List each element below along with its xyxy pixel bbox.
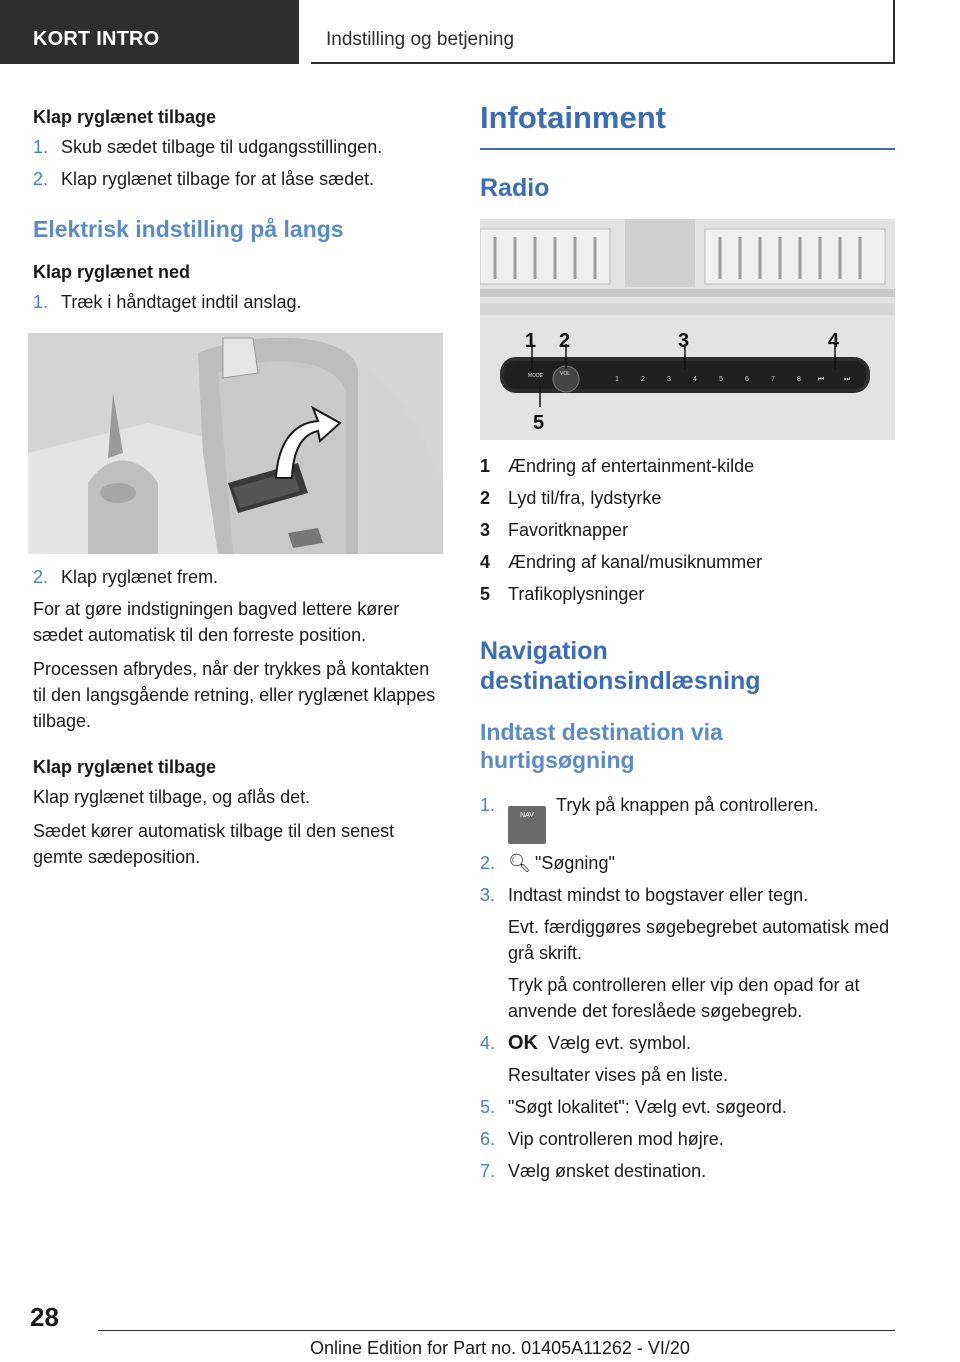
list-item bbox=[480, 1158, 895, 1184]
chapter-title: Indstilling og betjening bbox=[311, 0, 895, 64]
title-divider bbox=[480, 148, 895, 150]
list-item bbox=[480, 1030, 895, 1056]
step-text: "Søgt lokalitet": Vælg evt. søgeord. bbox=[508, 1097, 787, 1117]
seat-photo bbox=[28, 333, 443, 554]
preset-label: 3 bbox=[667, 376, 671, 383]
list-item bbox=[480, 850, 895, 876]
list-item bbox=[480, 1094, 895, 1120]
legend-text: Lyd til/fra, lydstyrke bbox=[508, 488, 662, 508]
step-text-wrap bbox=[508, 850, 615, 876]
step-number: 1. bbox=[480, 795, 496, 815]
step-note: Resultater vises på en liste. bbox=[508, 1065, 729, 1085]
paragraph: Klap ryglænet tilbage, og aflås det. bbox=[33, 787, 311, 807]
step-text: Klap ryglænet tilbage for at låse sædet. bbox=[61, 169, 375, 189]
radio-legend bbox=[480, 450, 895, 610]
preset-label: 8 bbox=[797, 376, 801, 383]
nav-title: Navigation destinationsindlæsning bbox=[480, 637, 761, 695]
left-column bbox=[33, 100, 443, 870]
section-tab: KORT INTRO bbox=[0, 0, 299, 64]
list-item bbox=[480, 450, 895, 482]
callout-2: 2 bbox=[559, 330, 571, 352]
page-title: Infotainment bbox=[480, 100, 666, 135]
callout-1: 1 bbox=[525, 330, 537, 352]
legend-text: Ændring af kanal/musiknummer bbox=[508, 552, 763, 572]
legend-text: Trafikoplysninger bbox=[508, 584, 645, 604]
list-item bbox=[33, 289, 443, 315]
step-note: Tryk på controlleren eller vip den opad for at anvende det foreslåede søgebegreb. bbox=[508, 975, 860, 1021]
step-text: Tryk på knappen på controlleren. bbox=[556, 795, 819, 815]
step-number: 2. bbox=[480, 853, 496, 873]
paragraph: For at gøre indstigningen bagved lettere kører sædet automatisk til den forreste position. bbox=[33, 599, 400, 645]
search-icon: 🔍︎ bbox=[508, 853, 531, 873]
step-text: Træk i håndtaget indtil anslag. bbox=[61, 292, 302, 312]
list-item bbox=[33, 134, 443, 160]
heading-klap-ned: Klap ryglænet ned bbox=[33, 262, 191, 282]
paragraph: Sædet kører automatisk tilbage til den senest gemte sædeposition. bbox=[33, 821, 395, 867]
legend-number: 1 bbox=[480, 456, 491, 476]
legend-text: Favoritknapper bbox=[508, 520, 629, 540]
ok-icon: OK bbox=[508, 1032, 538, 1054]
right-column bbox=[480, 100, 895, 1190]
heading-klap-tilbage-2: Klap ryglænet tilbage bbox=[33, 757, 217, 777]
list-item bbox=[480, 578, 895, 610]
prev-track-icon: ⏮ bbox=[818, 376, 825, 383]
next-track-icon: ⏭ bbox=[844, 376, 851, 383]
preset-label: 2 bbox=[641, 376, 645, 383]
callout-5: 5 bbox=[533, 412, 545, 434]
preset-label: 5 bbox=[719, 376, 723, 383]
legend-number: 3 bbox=[480, 520, 491, 540]
step-text: Vælg evt. symbol. bbox=[548, 1033, 692, 1053]
step-number: 6. bbox=[480, 1129, 496, 1149]
legend-text: Ændring af entertainment-kilde bbox=[508, 456, 755, 476]
nav-steps bbox=[480, 792, 895, 1184]
list-item bbox=[480, 514, 895, 546]
edition-text: Online Edition for Part no. 01405A11262 - VI/20 bbox=[310, 1338, 690, 1358]
list-item bbox=[480, 882, 895, 908]
mode-label: MODE bbox=[528, 373, 543, 379]
step-text: Klap ryglænet frem. bbox=[61, 567, 219, 587]
step-number: 1. bbox=[33, 137, 49, 157]
callout-4: 4 bbox=[828, 330, 840, 352]
legend-number: 5 bbox=[480, 584, 491, 604]
step-number: 2. bbox=[33, 169, 49, 189]
step-text: Indtast mindst to bogstaver eller tegn. bbox=[508, 885, 809, 905]
step-text: Skub sædet tilbage til udgangsstillingen. bbox=[61, 137, 383, 157]
steps-list-1 bbox=[33, 134, 443, 192]
list-item bbox=[480, 482, 895, 514]
step-text: Vip controlleren mod højre. bbox=[508, 1129, 724, 1149]
legend-number: 4 bbox=[480, 552, 491, 572]
preset-label: 1 bbox=[615, 376, 619, 383]
step-note: Evt. færdiggøres søgebegrebet automatisk med grå skrift. bbox=[508, 917, 890, 963]
preset-label: 6 bbox=[745, 376, 749, 383]
page-number: 28 bbox=[30, 1302, 59, 1332]
seat-illustration bbox=[28, 333, 443, 554]
radio-photo bbox=[480, 219, 895, 440]
list-item bbox=[33, 166, 443, 192]
legend-number: 2 bbox=[480, 488, 491, 508]
list-item bbox=[480, 792, 895, 844]
step-text-wrap bbox=[508, 792, 819, 844]
list-item bbox=[480, 546, 895, 578]
nav-button-icon: NAV bbox=[508, 806, 546, 844]
radio-illustration bbox=[480, 219, 895, 440]
step-text: Vælg ønsket destination. bbox=[508, 1161, 707, 1181]
section-subtitle: Elektrisk indstilling på langs bbox=[33, 216, 344, 242]
nav-subtitle: Indtast destination via hurtigsøgning bbox=[480, 719, 723, 773]
footer-divider bbox=[98, 1330, 895, 1331]
step-number: 2. bbox=[33, 567, 49, 587]
callout-3: 3 bbox=[678, 330, 690, 352]
step-text-wrap bbox=[508, 1030, 691, 1056]
steps-list-2 bbox=[33, 289, 443, 315]
step-number: 3. bbox=[480, 885, 496, 905]
step-text: "Søgning" bbox=[535, 853, 615, 873]
preset-label: 4 bbox=[693, 376, 697, 383]
preset-label: 7 bbox=[771, 376, 775, 383]
vol-label: VOL bbox=[560, 371, 571, 377]
step-number: 5. bbox=[480, 1097, 496, 1117]
steps-list-3 bbox=[33, 564, 443, 590]
step-number: 7. bbox=[480, 1161, 496, 1181]
step-number: 1. bbox=[33, 292, 49, 312]
list-item bbox=[480, 1126, 895, 1152]
step-number: 4. bbox=[480, 1033, 496, 1053]
list-item bbox=[33, 564, 443, 590]
paragraph: Processen afbrydes, når der trykkes på kontakten til den langsgående retning, eller ryglænet klappes tilbage. bbox=[33, 659, 436, 731]
heading-klap-tilbage: Klap ryglænet tilbage bbox=[33, 107, 217, 127]
radio-title: Radio bbox=[480, 174, 550, 202]
